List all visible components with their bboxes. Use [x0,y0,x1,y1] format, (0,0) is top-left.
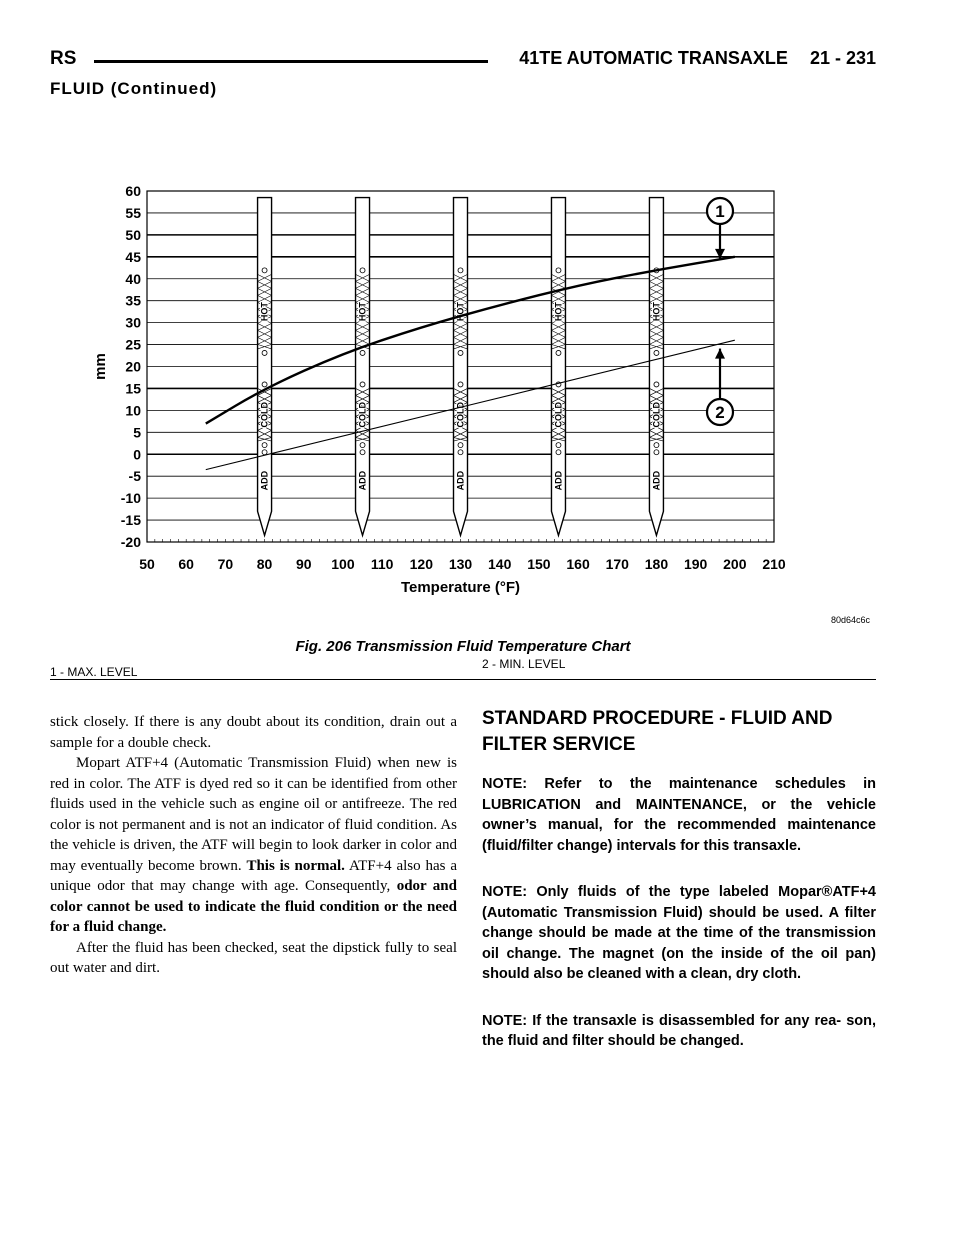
fluid-temperature-figure [50,180,876,640]
x-tick-label: 110 [370,556,394,572]
dipstick-cold-label: COLD [553,402,564,428]
zone-mark-dot [262,268,267,273]
y-tick-label: -5 [128,468,141,485]
x-tick-label: 50 [139,556,155,572]
dipstick [454,198,468,536]
dipstick [551,198,565,536]
y-tick-label: 25 [125,336,141,353]
dipstick-cold-label: COLD [455,402,466,428]
y-tick-label: 45 [125,248,141,265]
zone-mark-dot [360,443,365,448]
zone-mark-dot [458,450,463,455]
zone-mark-dot [556,268,561,273]
text-this-is-normal: This is normal. [246,857,345,874]
paragraph-atf-color [50,753,457,938]
dipstick-hot-label: HOT [651,302,662,322]
zone-mark-dot [458,350,463,355]
chapter-title: 41TE AUTOMATIC TRANSAXLE [519,48,788,68]
section-code: RS [50,48,77,69]
zone-mark-dot [262,450,267,455]
y-tick-label: 30 [125,314,141,331]
header-title-block [519,48,876,69]
zone-mark-dot [556,350,561,355]
dipstick-add-label: ADD [357,470,368,491]
page-header [50,48,876,72]
x-axis-title: Temperature (°F) [400,579,521,596]
zone-mark-dot [262,350,267,355]
dipstick-add-label: ADD [259,470,270,491]
callout-min-level-arrowhead [715,349,725,359]
figure-caption: Fig. 206 Transmission Fluid Temperature Chart [295,638,631,655]
zone-mark-dot [262,382,267,387]
zone-mark-dot [654,450,659,455]
text-atf-description: ATF+4 (Automatic Transmission Fluid) when new is red in color. The ATF is dyed red so it can be identified from other fluids used in the vehicle such as engine oil or antifreeze. The red color is not permanent and is not an indicator of fluid condition. As the vehicle is driven, the ATF will begin to look darker in color and may eventually become brown. [50,755,457,874]
x-tick-label: 210 [762,556,786,572]
dipstick-cold-label: COLD [651,402,662,428]
callout-max-level-number: 1 [715,202,725,221]
callout-min-level-number: 2 [715,403,725,422]
y-tick-label: 10 [125,402,141,419]
x-tick-label: 80 [256,556,273,572]
continued-subheader: FLUID (Continued) [50,79,218,98]
zone-mark-dot [360,450,365,455]
dipstick-cold-label: COLD [357,402,368,428]
dipstick-hot-label: HOT [259,302,270,322]
header-rule [94,60,488,63]
y-tick-label: 60 [125,183,141,199]
zone-mark-dot [556,443,561,448]
y-tick-label: 20 [125,358,141,375]
y-tick-label: -10 [120,490,141,507]
y-tick-label: 50 [125,226,141,243]
paragraph-seat-dipstick: After the fluid has been checked, seat the dipstick fully to seal out water and dirt. [50,939,457,976]
registered-mark: t [116,755,121,771]
fluid-temperature-chart [50,180,876,640]
dipstick-hot-label: HOT [357,302,368,322]
zone-mark-dot [556,450,561,455]
zone-mark-dot [654,350,659,355]
x-tick-label: 190 [683,556,708,572]
note-maintenance-schedule: NOTE: Refer to the maintenance schedules in LUBRICATION and MAINTENANCE, or the vehicle owner’s manual, for the recommended maintenance (fluid/filter change) intervals for this transaxle. [482,776,876,854]
y-tick-label: 35 [125,292,141,309]
legend-rule [50,679,876,680]
zone-mark-dot [458,443,463,448]
left-column [50,712,457,979]
y-tick-label: 0 [133,446,141,463]
y-tick-label: 5 [133,424,141,441]
x-tick-label: 120 [409,556,433,572]
zone-mark-dot [360,382,365,387]
zone-mark-dot [458,268,463,273]
dipstick [356,198,370,536]
x-tick-label: 160 [566,556,590,572]
dipstick-cold-label: COLD [259,402,270,428]
x-tick-label: 130 [448,556,473,572]
zone-mark-dot [262,443,267,448]
dipstick-hot-label: HOT [455,302,466,322]
zone-mark-dot [654,382,659,387]
dipstick-add-label: ADD [651,470,662,491]
dipstick-hot-label: HOT [553,302,564,322]
paragraph-dipstick: stick closely. If there is any doubt about its condition, drain out a sample for a double check. [50,714,457,751]
y-tick-label: 15 [125,380,141,397]
text-odor-warning: odor and color cannot be used to indicate the fluid condition or the need for a fluid change. [50,878,457,935]
legend-item-min-level: 2 - MIN. LEVEL [482,657,566,671]
dipstick [258,198,272,536]
figure-image-code: 80d64c6c [830,615,870,625]
zone-mark-dot [458,382,463,387]
dipstick-add-label: ADD [553,470,564,491]
dipstick-add-label: ADD [455,470,466,491]
x-tick-label: 140 [488,556,512,572]
y-tick-label: -20 [120,534,141,550]
x-tick-label: 200 [723,556,747,572]
zone-mark-dot [654,443,659,448]
y-tick-label: -15 [120,512,141,529]
y-tick-label: 40 [125,270,141,287]
x-tick-label: 180 [644,556,669,572]
y-axis-title: mm [92,353,109,380]
dipstick [649,198,663,536]
x-tick-label: 70 [217,556,234,572]
note-disassembly: NOTE: If the transaxle is disassembled for any rea- son, the fluid and filter should be changed. [482,1012,876,1049]
page-number: 21 - 231 [809,48,876,68]
x-tick-label: 60 [178,556,194,572]
note-fluid-type: NOTE: Only fluids of the type labeled Mopar®ATF+4 (Automatic Transmission Fluid) should be used. A filter change should be made at the time of the transmission oil change. The magnet (on the inside of the oil pan) should also be cleaned with a clean, dry cloth. [482,884,876,982]
x-tick-label: 100 [331,556,355,572]
legend-item-max-level: 1 - MAX. LEVEL [50,665,138,679]
right-column [482,706,876,1078]
x-tick-label: 170 [605,556,629,572]
zone-mark-dot [360,350,365,355]
x-tick-label: 90 [295,556,312,572]
section-title: STANDARD PROCEDURE - FLUID AND FILTER SERVICE [482,708,833,755]
zone-mark-dot [360,268,365,273]
x-tick-label: 150 [527,556,551,572]
y-tick-label: 55 [125,204,141,221]
text-mopar: Mopar [76,755,116,771]
text-atf-odor: ATF+4 also has a unique odor that may change with age. Consequently, [50,857,457,894]
